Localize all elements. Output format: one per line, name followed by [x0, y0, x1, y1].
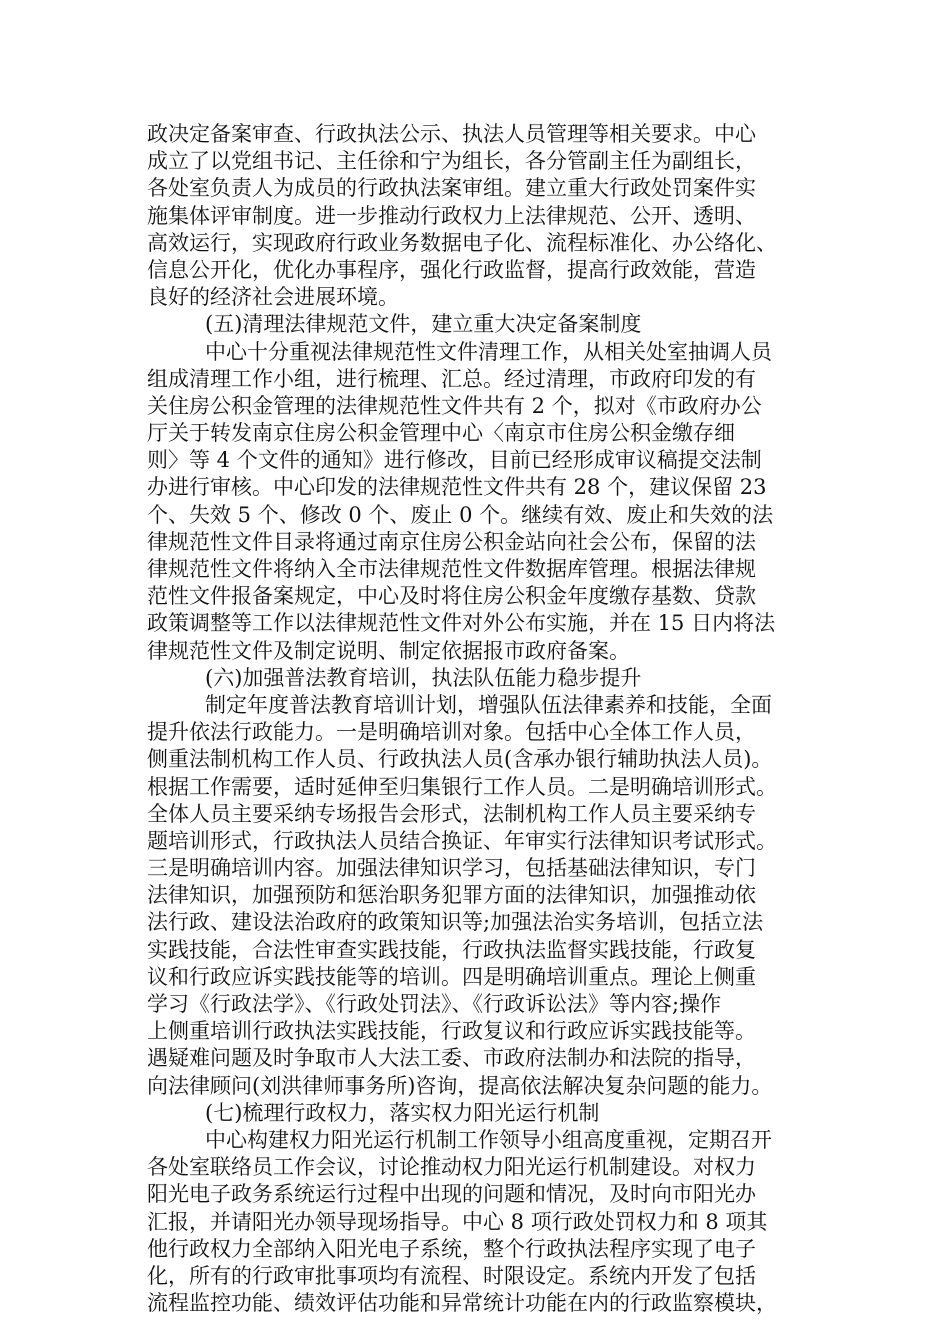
text-line: 遇疑难问题及时争取市人大法工委、市政府法制办和法院的指导，	[147, 1046, 756, 1071]
text-line: 律规范性文件将纳入全市法律规范性文件数据库管理。根据法律规	[147, 557, 756, 581]
text-line: 上侧重培训行政执法实践技能，行政复议和行政应诉实践技能等。	[147, 1019, 756, 1044]
text-line: 高效运行，实现政府行政业务数据电子化、流程标准化、办公络化、	[147, 230, 777, 255]
text-line: 制定年度普法教育培训计划，增强队伍法律素养和技能，全面	[205, 692, 772, 717]
text-line: 中心构建权力阳光运行机制工作领导小组高度重视，定期召开	[205, 1127, 772, 1152]
text-line: 汇报，并请阳光办领导现场指导。中心 8 项行政处罚权力和 8 项其	[147, 1209, 768, 1234]
text-line: 侧重法制机构工作人员、行政执法人员(含承办银行辅助执法人员)。	[147, 747, 773, 772]
section-heading: (七)梳理行政权力，落实权力阳光运行机制	[205, 1100, 600, 1125]
text-line: 全体人员主要采纳专场报告会形式，法制机构工作人员主要采纳专	[147, 801, 756, 826]
text-line: 阳光电子政务系统运行过程中出现的问题和情况，及时向市阳光办	[147, 1182, 756, 1207]
text-line: 根据工作需要，适时延伸至归集银行工作人员。二是明确培训形式。	[147, 774, 777, 799]
section-heading: (六)加强普法教育培训，执法队伍能力稳步提升	[205, 665, 642, 690]
text-line: 施集体评审制度。进一步推动行政权力上法律规范、公开、透明、	[147, 203, 756, 228]
text-line: 提升依法行政能力。一是明确培训对象。包括中心全体工作人员，	[147, 720, 756, 745]
text-line: 题培训形式，行政执法人员结合换证、年审实行法律知识考试形式。	[147, 828, 777, 853]
text-line: 法律知识，加强预防和惩治职务犯罪方面的法律知识，加强推动依	[147, 883, 756, 908]
text-line: 实践技能，合法性审查实践技能，行政执法监督实践技能，行政复	[147, 937, 756, 962]
text-line: 各处室负责人为成员的行政执法案审组。建立重大行政处罚案件实	[147, 176, 756, 201]
text-line: 法行政、建设法治政府的政策知识等;加强法治实务培训，包括立法	[147, 910, 764, 935]
text-line: 组成清理工作小组，进行梳理、汇总。经过清理，市政府印发的有	[147, 366, 756, 391]
text-line: 关住房公积金管理的法律规范性文件共有 2 个，拟对《市政府办公	[147, 393, 762, 418]
text-line: 成立了以党组书记、主任徐和宁为组长，各分管副主任为副组长，	[147, 149, 756, 174]
text-line: 流程监控功能、绩效评估功能和异常统计功能在内的行政监察模块，	[147, 1291, 777, 1316]
text-line: 信息公开化，优化办事程序，强化行政监督，提高行政效能，营造	[147, 257, 756, 282]
text-line: 律规范性文件目录将通过南京住房公积金站向社会公布，保留的法	[147, 529, 756, 554]
text-line: 三是明确培训内容。加强法律知识学习，包括基础法律知识，专门	[147, 856, 756, 881]
text-line: 办进行审核。中心印发的法律规范性文件共有 28 个，建议保留 23	[147, 475, 767, 500]
text-line: 学习《行政法学》、《行政处罚法》、《行政诉讼法》等内容;操作	[147, 992, 722, 1016]
text-line: 议和行政应诉实践技能等的培训。四是明确培训重点。理论上侧重	[147, 964, 756, 989]
text-line: 政决定备案审查、行政执法公示、执法人员管理等相关要求。中心	[147, 122, 756, 146]
text-line: 他行政权力全部纳入阳光电子系统，整个行政执法程序实现了电子	[147, 1236, 756, 1261]
text-line: 向法律顾问(刘洪律师事务所)咨询，提高依法解决复杂问题的能力。	[147, 1073, 773, 1098]
text-line: 良好的经济社会进展环境。	[147, 285, 399, 310]
document-body	[147, 121, 827, 1317]
text-line: 个、失效 5 个、修改 0 个、废止 0 个。继续有效、废止和失效的法	[147, 502, 774, 527]
text-line: 律规范性文件及制定说明、制定依据报市政府备案。	[147, 638, 630, 663]
text-line: 化，所有的行政审批事项均有流程、时限设定。系统内开发了包括	[147, 1263, 756, 1288]
text-line: 各处室联络员工作会议，讨论推动权力阳光运行机制建设。对权力	[147, 1155, 756, 1180]
text-line: 中心十分重视法律规范性文件清理工作，从相关处室抽调人员	[205, 339, 772, 364]
text-line: 政策调整等工作以法律规范性文件对外公布实施，并在 15 日内将法	[147, 611, 776, 636]
text-line: 厅关于转发南京住房公积金管理中心〈南京市住房公积金缴存细	[147, 421, 735, 446]
section-heading: (五)清理法律规范文件，建立重大决定备案制度	[205, 312, 642, 337]
text-line: 范性文件报备案规定，中心及时将住房公积金年度缴存基数、贷款	[147, 584, 756, 609]
text-line: 则〉等 4 个文件的通知》进行修改，目前已经形成审议稿提交法制	[147, 448, 762, 473]
